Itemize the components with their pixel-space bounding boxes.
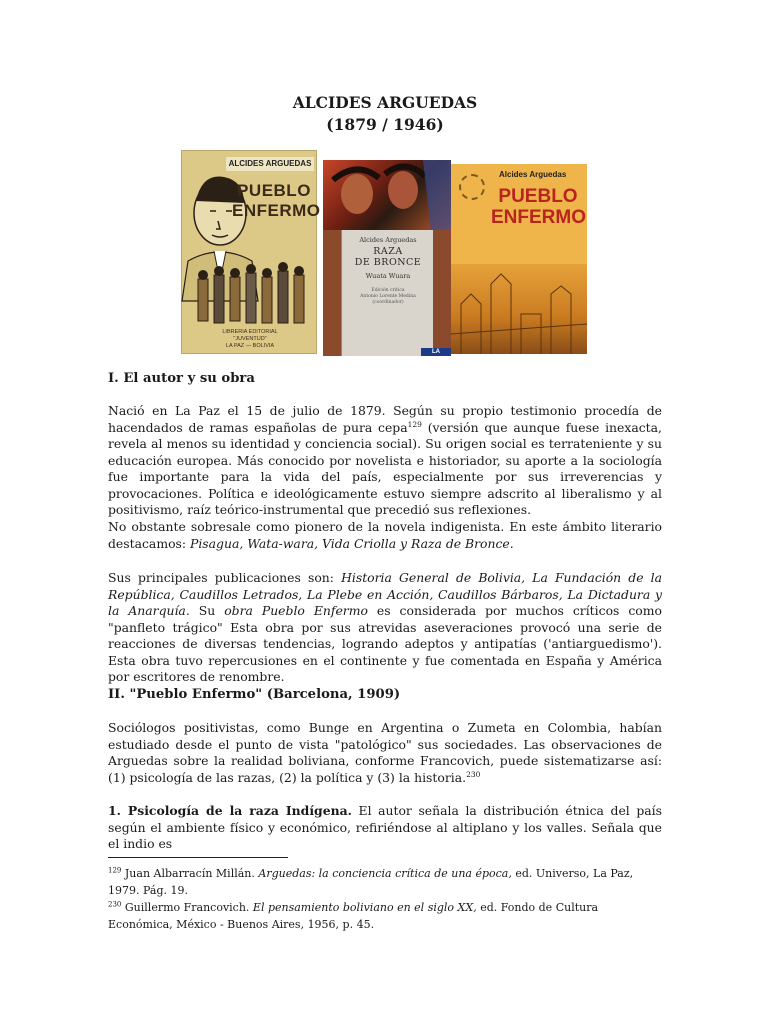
section1-paragraph1: Nació en La Paz el 15 de julio de 1879. Según su propio testimonio procedía de hacendados de ramas españolas de pura cepa$^{129}$ (versión que aunque fuese inexacta, revela al menos su identidad y conciencia social). Su origen social es terrateniente y su educación europea. Más conocido por novelista e historiador, su aporte a la sociología fue importante para la vida del país, especialmente por sus irreverencias y provocaciones. Política e ideológicamente estuvo siempre adscrito al liberalismo y al positivismo, raíz teórico-instrumental que precedió sus reflexiones.: [108, 403, 662, 517]
footnote-separator: [108, 857, 288, 858]
section1-paragraph3: Sus principales publicaciones son: Historia General de Bolivia, La Fundación de la República, Caudillos Letrados, La Plebe en Acción, Caudillos Bárbaros, La Dictadura y la Anarquía. Su obra Pueblo Enfermo es considerada por muchos críticos como "panfleto trágico" Esta obra por sus atrevidas aseveraciones provocó una serie de reacciones de diversas tendencias, logrando adeptos y antipatías ('antiarguedismo'). Esta obra tuvo repercusiones en el continente y fue comentada en España y América por escritores de renombre.: [108, 570, 663, 684]
cover2-author: Alcides Arguedas: [359, 236, 417, 244]
section2-paragraph1: Sociólogos positivistas, como Bunge en Argentina o Zumeta en Colombia, habían estudiado desde el punto de vista "patológico" sus sociedades. Las observaciones de Arguedas sobre la realidad boliviana, conforme Francovich, puede sistematizarse así: (1) psicología de las razas, (2) la política y (3) la historia.$^{230}$: [108, 720, 662, 785]
town-illustration: [451, 264, 587, 354]
document-title: [108, 92, 662, 136]
cover1-author: ALCIDES ARGUEDAS: [226, 157, 314, 171]
cover1-publisher: LIBRERIA EDITORIAL "JUVENTUD" LA PAZ — BOLIVIA: [222, 329, 278, 349]
painting-illustration: [323, 160, 451, 230]
cover-pueblo-enfermo-1: [181, 150, 321, 354]
cover2-title: RAZA DE BRONCE: [354, 246, 422, 268]
sun-illustration: [459, 174, 485, 200]
footnote-2: $^{230}$ Guillermo Francovich. El pensamiento boliviano en el siglo XX, ed. Fondo de Cultura Económica, México - Buenos Aires, 1956, p. 45.: [108, 900, 599, 931]
cover3-town-illustration: [451, 264, 587, 354]
cover1-title: PUEBLO ENFERMO: [232, 181, 321, 220]
section1-paragraph2: No obstante sobresale como pionero de la novela indigenista. En este ámbito literario destacamos: Pisagua, Wata-wara, Vida Criolla y Raza de Bronce.: [108, 519, 662, 551]
section1-heading: I. El autor y su obra: [108, 371, 255, 386]
section2-heading: II. "Pueblo Enfermo" (Barcelona, 1909): [108, 687, 401, 702]
book-covers: [181, 150, 591, 363]
cover-pueblo-enfermo-2: [451, 164, 587, 354]
cover2-edition: Edición crítica Antonio Lorente Medina (coordinador): [360, 288, 416, 305]
title-name: ALCIDES ARGUEDAS: [292, 93, 478, 112]
footnote-1: $^{129}$ Juan Albarracín Millán. Arguedas: la conciencia crítica de una época, ed. Universo, La Paz, 1979. Pág. 19.: [108, 866, 634, 897]
footnote-ref-230[interactable]: 230: [466, 769, 481, 779]
cover2-artwork: [323, 160, 451, 230]
cover2-panel: [341, 230, 433, 356]
cover3-author: Alcides Arguedas: [499, 170, 567, 179]
cover-raza-de-bronce: [323, 160, 451, 363]
cover2-subtitle: Wuata Wuara: [365, 272, 411, 280]
cover2-imprint: LA PATRIA: [421, 348, 451, 356]
section2-paragraph2: 1. Psicología de la raza Indígena. El autor señala la distribución étnica del país según el ambiente físico y económico, refiriéndose al altiplano y los valles. Señala que el indio es: [108, 803, 662, 851]
footnote-ref-129[interactable]: 129: [407, 419, 422, 429]
title-years: (1879 / 1946): [326, 115, 444, 134]
cover3-title: PUEBLO ENFERMO: [491, 186, 586, 228]
